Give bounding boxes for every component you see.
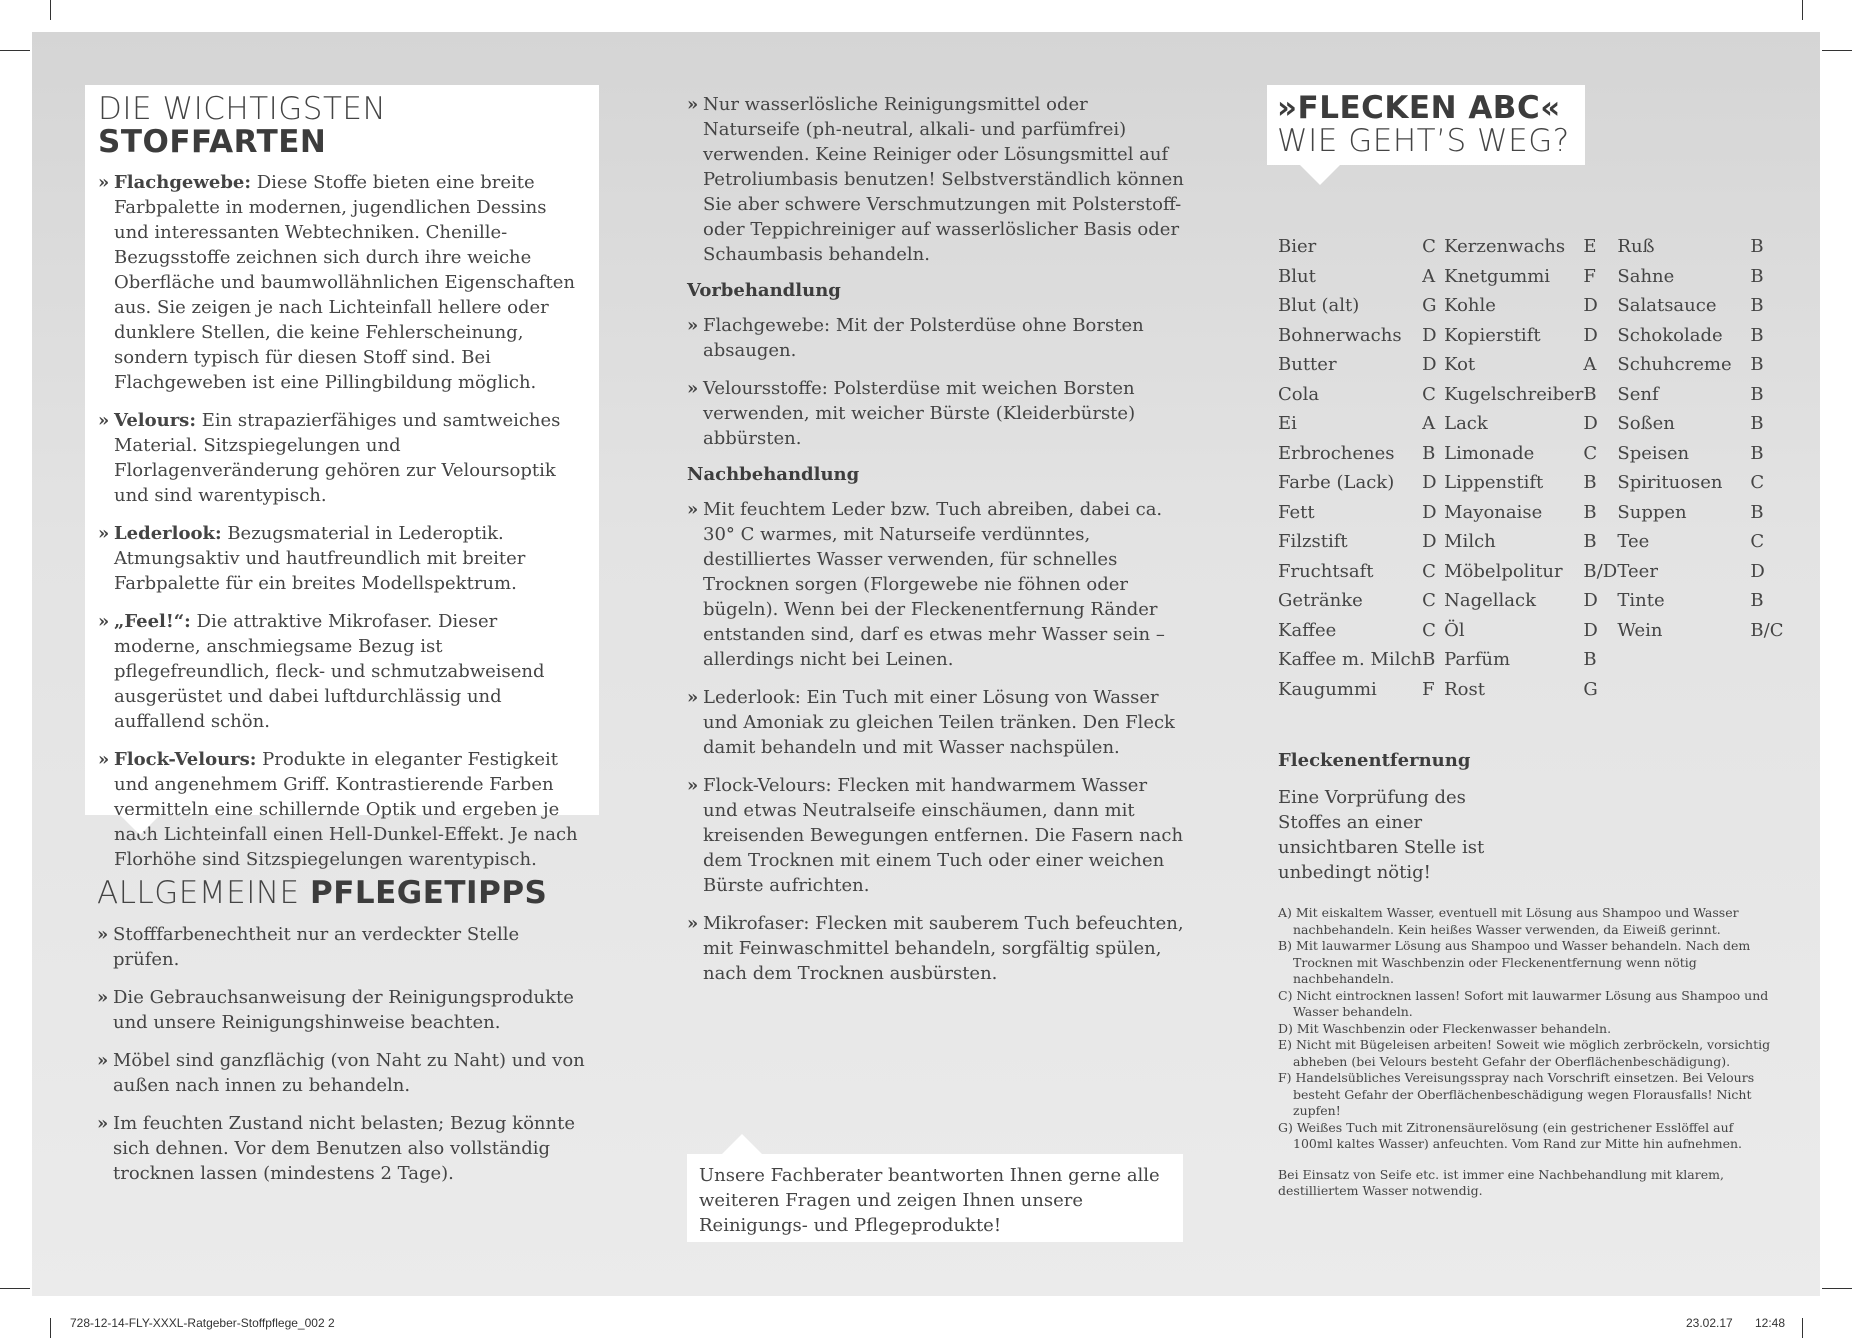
vorbehandlung-title: Vorbehandlung bbox=[687, 280, 841, 301]
pflegetipps-list bbox=[97, 922, 587, 1186]
stain-code: G bbox=[1422, 295, 1437, 316]
heading-light: WIE GEHT’S WEG? bbox=[1277, 123, 1570, 159]
item-text: Produkte in eleganter Festigkeit und angenehmem Griff. Kontrastierende Farben vermitteln eine schillernde Optik und ergeben je nach Lichteinfall einen Hell-Dunkel-Effekt. Je nach Florhöhe sind Sitzspiegelungen warentypisch. bbox=[114, 749, 578, 870]
list-item: » Flock-Velours: Flecken mit handwarmem Wasser und etwas Neutralseife einschäumen, dann mit kreisenden Bewegungen entfernen. Die Fasern nach dem Trocknen mit einem Tuch oder einer weichen Bürste aufrichten. bbox=[687, 773, 1187, 898]
crop-mark bbox=[1822, 1288, 1852, 1289]
stain-name bbox=[1617, 649, 1750, 679]
list-item bbox=[98, 170, 586, 395]
stain-name: Senf bbox=[1617, 383, 1659, 405]
stain-code: B bbox=[1583, 501, 1597, 523]
list-item bbox=[687, 92, 1187, 267]
stain-code: B bbox=[1750, 383, 1764, 405]
stain-name: Fett bbox=[1278, 501, 1315, 523]
stain-name: Kot bbox=[1444, 354, 1476, 375]
stain-name: Cola bbox=[1278, 383, 1320, 405]
stain-code: B/C bbox=[1750, 619, 1784, 641]
stain-code: D bbox=[1422, 472, 1437, 493]
item-text: Diese Stoffe bieten eine breite Farbpalette in modernen, jugendlichen Dessins und interessanten Webtechniken. Chenille-Bezugsstoffe zeichnen sich durch ihre weiche Oberfläche und baumwollähnlichen Eigenschaften aus. Sie zeigen je nach Lichteinfall hellere oder dunklere Stellen, die keine Fehlerscheinung, sondern typisch für diesen Stoff sind. Bei Flachgeweben ist eine Pillingbildung möglich. bbox=[114, 172, 575, 393]
table-row bbox=[1278, 649, 1783, 679]
stain-code: B bbox=[1583, 383, 1597, 405]
stain-name bbox=[1617, 679, 1750, 709]
list-item: » Stofffarbenechtheit nur an verdeckter Stelle prüfen. bbox=[97, 922, 587, 972]
list-item: » Flachgewebe: Mit der Polsterdüse ohne Borsten absaugen. bbox=[687, 313, 1187, 363]
table-row bbox=[1278, 590, 1783, 620]
stain-name: Spirituosen bbox=[1617, 472, 1723, 493]
pflegetipps-section bbox=[97, 877, 587, 1199]
stain-name: Kaugummi bbox=[1278, 678, 1377, 700]
stain-name: Kerzenwachs bbox=[1444, 236, 1566, 257]
stain-name: Schokolade bbox=[1617, 324, 1723, 346]
table-row bbox=[1278, 384, 1783, 414]
item-term: „Feel!“: bbox=[114, 611, 191, 632]
stain-code: F bbox=[1422, 678, 1435, 700]
stain-code: D bbox=[1422, 354, 1437, 375]
stain-code: D bbox=[1422, 324, 1437, 346]
stoffarten-list bbox=[98, 170, 586, 872]
stain-name: Kohle bbox=[1444, 295, 1496, 316]
flecken-table bbox=[1278, 236, 1783, 708]
stain-code: B bbox=[1750, 354, 1764, 375]
list-item: » Die Gebrauchsanweisung der Reinigungsprodukte und unsere Reinigungshinweise beachten. bbox=[97, 985, 587, 1035]
note-item: G) Weißes Tuch mit Zitronensäurelösung (ein gestrichener Esslöffel auf 100ml kaltes Wasser) anfeuchten. Vom Rand zur Mitte hin aufnehmen. bbox=[1278, 1119, 1743, 1151]
stain-code: D bbox=[1583, 590, 1598, 611]
stain-name: Rost bbox=[1444, 678, 1485, 700]
item-term: Flachgewebe: bbox=[114, 172, 251, 193]
table-row bbox=[1278, 413, 1783, 443]
stoffarten-box bbox=[85, 85, 599, 870]
callout-box bbox=[687, 1154, 1183, 1242]
crop-mark bbox=[1802, 1318, 1803, 1338]
stain-code: D bbox=[1422, 501, 1437, 523]
stain-name: Suppen bbox=[1617, 501, 1687, 523]
table-row bbox=[1278, 295, 1783, 325]
heading-bold: STOFFARTEN bbox=[98, 124, 327, 160]
stain-name: Kopierstift bbox=[1444, 324, 1541, 346]
heading-bold: PFLEGETIPPS bbox=[309, 875, 548, 911]
stain-code: C bbox=[1750, 472, 1765, 493]
callout-text: Unsere Fachberater beantworten Ihnen gerne alle weiteren Fragen und zeigen Ihnen unsere Reinigungs- und Pflegeprodukte! bbox=[699, 1165, 1160, 1236]
item-text: Die attraktive Mikrofaser. Dieser moderne, anschmiegsame Bezug ist pflegefreundlich, fleck- und schmutzabweisend ausgerüstet und dabei luftdurchlässig und auffallend schön. bbox=[114, 611, 545, 732]
heading-light: ALLGEMEINE bbox=[97, 875, 310, 911]
stain-name: Kaffee bbox=[1278, 619, 1337, 641]
stain-code: A bbox=[1422, 265, 1436, 287]
table-row bbox=[1278, 354, 1783, 384]
stain-name: Nagellack bbox=[1444, 590, 1537, 611]
stain-name: Filzstift bbox=[1278, 531, 1348, 552]
stain-name: Kugelschreiber bbox=[1444, 383, 1584, 405]
stain-code: D bbox=[1583, 324, 1598, 346]
note-item: E) Nicht mit Bügeleisen arbeiten! Soweit wie möglich zerbröckeln, vorsichtig abheben (bei Velours besteht Gefahr der Oberflächenbeschädigung). bbox=[1278, 1037, 1771, 1069]
stain-name: Milch bbox=[1444, 531, 1496, 552]
stain-name: Bier bbox=[1278, 236, 1317, 257]
list-item: » Möbel sind ganzflächig (von Naht zu Naht) und von außen nach innen zu behandeln. bbox=[97, 1048, 587, 1098]
flecken-heading-box bbox=[1267, 85, 1585, 165]
list-item: » Lederlook: Ein Tuch mit einer Lösung von Wasser und Amoniak zu gleichen Teilen tränken. Den Fleck damit behandeln und mit Wasser nachspülen. bbox=[687, 685, 1187, 760]
list-item bbox=[98, 521, 586, 596]
table-row bbox=[1278, 443, 1783, 473]
stain-code: A bbox=[1422, 413, 1436, 434]
footer-time: 12:48 bbox=[1755, 1316, 1786, 1330]
nachbehandlung-list bbox=[687, 497, 1187, 986]
stain-name: Möbelpolitur bbox=[1444, 560, 1563, 582]
table-row bbox=[1278, 531, 1783, 561]
stain-code: B bbox=[1422, 649, 1436, 670]
stain-code: B bbox=[1422, 442, 1436, 464]
stain-code: B bbox=[1583, 472, 1597, 493]
fleckenentfernung-title: Fleckenentfernung bbox=[1278, 750, 1471, 771]
stain-code: D bbox=[1422, 531, 1437, 552]
stain-name: Knetgummi bbox=[1444, 265, 1551, 287]
stain-code: C bbox=[1750, 531, 1765, 552]
footer-file-label: 728-12-14-FLY-XXXL-Ratgeber-Stoffpflege_002 2 bbox=[70, 1316, 335, 1330]
list-item: » Mit feuchtem Leder bzw. Tuch abreiben, dabei ca. 30° C warmes, mit Naturseife verdünntes, destilliertes Wasser verwenden, für schnelles Trocknen sorgen (Florgewebe nie föhnen oder bügeln). Wenn bei der Fleckenentfernung Ränder entstanden sind, darf es etwas mehr Wasser sein – allerdings nicht bei Leinen. bbox=[687, 497, 1187, 672]
vorbehandlung-list bbox=[687, 313, 1187, 451]
stain-code: D bbox=[1583, 413, 1598, 434]
table-row bbox=[1278, 502, 1783, 532]
stain-code: B bbox=[1750, 413, 1764, 434]
stain-code bbox=[1750, 649, 1783, 679]
closing-note: Bei Einsatz von Seife etc. ist immer eine Nachbehandlung mit klarem, destilliertem Wasser notwendig. bbox=[1278, 1166, 1724, 1198]
stain-code: D bbox=[1583, 295, 1598, 316]
stain-code: C bbox=[1422, 590, 1436, 611]
note-item: F) Handelsübliches Vereisungsspray nach Vorschrift einsetzen. Bei Velours besteht Gefahr der Oberflächenbeschädigung wegen Florausfalls! Nicht zupfen! bbox=[1278, 1070, 1755, 1118]
stain-name: Tinte bbox=[1617, 590, 1665, 611]
stoffarten-heading bbox=[98, 93, 586, 159]
middle-column bbox=[687, 92, 1187, 999]
crop-mark bbox=[0, 50, 30, 51]
stain-name: Erbrochenes bbox=[1278, 442, 1395, 464]
stain-name: Soßen bbox=[1617, 413, 1675, 434]
stain-code: B bbox=[1750, 442, 1764, 464]
item-term: Flock-Velours: bbox=[114, 749, 257, 770]
stain-code: C bbox=[1422, 619, 1436, 641]
stain-code: B bbox=[1583, 649, 1597, 670]
note-item: B) Mit lauwarmer Lösung aus Shampoo und Wasser behandeln. Nach dem Trocknen mit Waschbenzin oder Fleckenentfernung wenn nötig nachbehandeln. bbox=[1278, 938, 1751, 986]
crop-mark bbox=[1802, 0, 1803, 20]
item-text: Ein strapazierfähiges und samtweiches Material. Sitzspiegelungen und Florlagenveränderung gehören zur Veloursoptik und sind warentypisch. bbox=[114, 410, 561, 506]
stain-name: Farbe (Lack) bbox=[1278, 472, 1395, 493]
stain-code: B bbox=[1750, 295, 1764, 316]
table-row bbox=[1278, 561, 1783, 591]
stain-code: G bbox=[1583, 678, 1598, 700]
box-pointer bbox=[1300, 165, 1340, 185]
stain-name: Wein bbox=[1617, 619, 1663, 641]
flecken-table-wrap bbox=[1278, 236, 1783, 708]
heading-light: DIE WICHTIGSTEN bbox=[98, 91, 387, 127]
heading-bold: »FLECKEN ABC« bbox=[1277, 90, 1561, 126]
stain-code: C bbox=[1422, 560, 1436, 582]
list-item bbox=[98, 609, 586, 734]
fleckenentfernung-intro: Eine Vorprüfung des Stoffes an einer unsichtbaren Stelle ist unbedingt nötig! bbox=[1278, 787, 1485, 883]
notes-list bbox=[1278, 905, 1773, 1153]
stain-code: A bbox=[1583, 354, 1597, 375]
stain-name: Salatsauce bbox=[1617, 295, 1717, 316]
stain-name: Speisen bbox=[1617, 442, 1690, 464]
stain-code: B bbox=[1750, 590, 1764, 611]
footer-date: 23.02.17 bbox=[1686, 1316, 1733, 1330]
crop-mark bbox=[1822, 50, 1852, 51]
nachbehandlung-title: Nachbehandlung bbox=[687, 464, 860, 485]
stain-code: B bbox=[1750, 265, 1764, 287]
table-row bbox=[1278, 266, 1783, 296]
stain-name: Schuhcreme bbox=[1617, 354, 1732, 375]
stain-name: Teer bbox=[1617, 560, 1658, 582]
note-item: A) Mit eiskaltem Wasser, eventuell mit Lösung aus Shampoo und Wasser nachbehandeln. Kein heißes Wasser verwenden, da Eiweiß gerinnt. bbox=[1278, 905, 1739, 937]
note-item: D) Mit Waschbenzin oder Fleckenwasser behandeln. bbox=[1278, 1020, 1612, 1036]
box-pointer bbox=[722, 1134, 762, 1154]
stain-name: Blut (alt) bbox=[1278, 295, 1360, 316]
table-row bbox=[1278, 620, 1783, 650]
stain-name: Bohnerwachs bbox=[1278, 324, 1402, 346]
crop-mark bbox=[0, 1288, 30, 1289]
list-item: » Mikrofaser: Flecken mit sauberem Tuch befeuchten, mit Feinwaschmittel behandeln, sorgfältig spülen, nach dem Trocknen ausbürsten. bbox=[687, 911, 1187, 986]
stain-name: Lippenstift bbox=[1444, 472, 1544, 493]
stain-code: B/D bbox=[1583, 560, 1618, 582]
stain-code: B bbox=[1750, 501, 1764, 523]
stain-code: B bbox=[1750, 324, 1764, 346]
stain-name: Tee bbox=[1617, 531, 1650, 552]
stain-name: Fruchtsaft bbox=[1278, 560, 1374, 582]
table-row bbox=[1278, 679, 1783, 709]
crop-mark bbox=[50, 1318, 51, 1338]
stain-name: Limonade bbox=[1444, 442, 1535, 464]
list-item: » Veloursstoffe: Polsterdüse mit weichen Borsten verwenden, mit weicher Bürste (Kleiderbürste) abbürsten. bbox=[687, 376, 1187, 451]
crop-mark bbox=[50, 0, 51, 20]
stain-code: F bbox=[1583, 265, 1596, 287]
item-term: Lederlook: bbox=[114, 523, 222, 544]
stain-code bbox=[1750, 679, 1783, 709]
stain-name: Mayonaise bbox=[1444, 501, 1543, 523]
stain-name: Ei bbox=[1278, 413, 1297, 434]
item-term: Velours: bbox=[114, 410, 196, 431]
stain-code: C bbox=[1583, 442, 1598, 464]
intro-text: Nur wasserlösliche Reinigungsmittel oder Naturseife (ph-neutral, alkali- und parfümfrei) verwenden. Keine Reiniger oder Lösungsmittel auf Petroliumbasis benutzen! Selbstverständlich können Sie aber schwere Verschmutzungen mit Polsterstoff- oder Teppichreiniger auf wasserlöslicher Basis oder Schaumbasis behandeln. bbox=[703, 94, 1184, 265]
stain-code: D bbox=[1750, 560, 1765, 582]
list-item bbox=[98, 408, 586, 508]
stain-code: D bbox=[1583, 619, 1598, 641]
stain-code: C bbox=[1422, 236, 1436, 257]
pflegetipps-heading bbox=[97, 877, 587, 910]
table-row bbox=[1278, 236, 1783, 266]
table-row bbox=[1278, 325, 1783, 355]
stain-name: Lack bbox=[1444, 413, 1488, 434]
stain-name: Parfüm bbox=[1444, 649, 1511, 670]
stain-name: Ruß bbox=[1617, 236, 1655, 257]
stain-code: B bbox=[1583, 531, 1597, 552]
stain-name: Sahne bbox=[1617, 265, 1675, 287]
flecken-heading bbox=[1267, 85, 1585, 158]
stain-code: E bbox=[1583, 236, 1597, 257]
stain-code: B bbox=[1750, 236, 1764, 257]
stain-name: Blut bbox=[1278, 265, 1316, 287]
list-item: » Im feuchten Zustand nicht belasten; Bezug könnte sich dehnen. Vor dem Benutzen also vollständig trocknen lassen (mindestens 2 Tage). bbox=[97, 1111, 587, 1186]
stain-name: Getränke bbox=[1278, 590, 1363, 611]
fleckenentfernung-section bbox=[1278, 750, 1771, 1200]
box-pointer bbox=[120, 815, 160, 835]
note-item: C) Nicht eintrocknen lassen! Sofort mit lauwarmer Lösung aus Shampoo und Wasser behandeln. bbox=[1278, 987, 1769, 1019]
stain-name: Öl bbox=[1444, 619, 1465, 641]
stain-name: Butter bbox=[1278, 354, 1337, 375]
stain-name: Kaffee m. Milch bbox=[1278, 649, 1423, 670]
stain-code: C bbox=[1422, 383, 1436, 405]
table-row bbox=[1278, 472, 1783, 502]
item-text: Bezugsmaterial in Lederoptik. Atmungsaktiv und hautfreundlich mit breiter Farbpalette für ein breites Modellspektrum. bbox=[114, 523, 526, 594]
list-item bbox=[98, 747, 586, 872]
